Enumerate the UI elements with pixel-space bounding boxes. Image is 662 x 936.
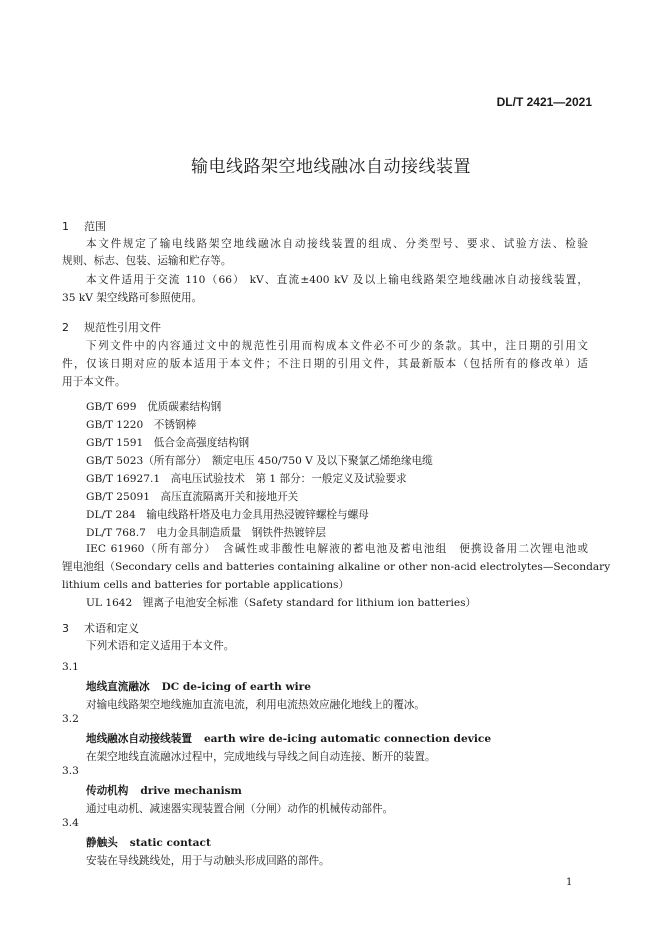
term-definition: 对输电线路架空地线施加直流电流，利用电流热效应融化地线上的覆冰。 xyxy=(86,699,425,711)
term-zh: 静触头 xyxy=(86,837,118,849)
paragraph-line: 规则、标志、包装、运输和贮存等。 xyxy=(62,255,232,267)
term-number: 3.1 xyxy=(62,661,79,673)
paragraph-line: 下列文件中的内容通过文中的规范性引用而构成本文件必不可少的条款。其中，注日期的引用文 xyxy=(86,340,588,352)
reference-item: GB/T 5023（所有部分） 额定电压 450/750 V 及以下聚氯乙烯绝缘电缆 xyxy=(86,455,433,467)
reference-item: DL/T 768.7 电力金具制造质量 钢铁件热镀锌层 xyxy=(86,527,326,539)
reference-item: GB/T 699 优质碳素结构钢 xyxy=(86,401,222,413)
term-heading xyxy=(86,679,311,694)
reference-item: GB/T 25091 高压直流隔离开关和接地开关 xyxy=(86,491,299,503)
reference-item-iec: IEC 61960（所有部分） 含碱性或非酸性电解液的蓄电池及蓄电池组 便携设备用二次锂电池或 xyxy=(86,543,588,555)
page-number: 1 xyxy=(566,877,573,888)
section-title: 范围 xyxy=(84,220,106,233)
section-3-heading xyxy=(62,620,139,636)
document-title: 输电线路架空地线融冰自动接线装置 xyxy=(191,157,471,177)
section-title: 规范性引用文件 xyxy=(84,321,161,334)
reference-item-iec: lithium cells and batteries for portable applications） xyxy=(62,579,350,591)
term-heading xyxy=(86,783,242,798)
term-definition: 通过电动机、减速器实现装置合闸（分闸）动作的机械传动部件。 xyxy=(86,803,394,815)
term-zh: 地线融冰自动接线装置 xyxy=(86,733,192,745)
term-zh: 地线直流融冰 xyxy=(86,681,150,693)
reference-item: DL/T 284 输电线路杆塔及电力金具用热浸镀锌螺栓与螺母 xyxy=(86,509,369,521)
term-number: 3.2 xyxy=(62,713,79,725)
paragraph-line: 件，仅该日期对应的版本适用于本文件；不注日期的引用文件，其最新版本（包括所有的修改单）适 xyxy=(62,358,588,370)
section-1-heading xyxy=(62,218,106,234)
term-en: static contact xyxy=(129,837,211,849)
term-heading xyxy=(86,731,491,746)
reference-item: GB/T 1220 不锈钢棒 xyxy=(86,419,197,431)
term-heading xyxy=(86,835,211,850)
reference-item: GB/T 1591 低合金高强度结构钢 xyxy=(86,437,250,449)
term-definition: 安装在导线跳线处，用于与动触头形成回路的部件。 xyxy=(86,855,330,867)
term-en: DC de-icing of earth wire xyxy=(161,681,311,693)
paragraph-line: 35 kV 架空线路可参照使用。 xyxy=(62,292,203,304)
term-en: earth wire de-icing automatic connection device xyxy=(203,733,492,745)
reference-item: GB/T 16927.1 高电压试验技术 第 1 部分：一般定义及试验要求 xyxy=(86,473,407,485)
term-zh: 传动机构 xyxy=(86,785,129,797)
section-number: 1 xyxy=(62,220,69,233)
paragraph-line: 下列术语和定义适用于本文件。 xyxy=(86,640,235,652)
section-number: 3 xyxy=(62,622,69,635)
paragraph-line: 用于本文件。 xyxy=(62,376,126,388)
term-number: 3.3 xyxy=(62,765,79,777)
term-number: 3.4 xyxy=(62,817,79,829)
reference-item-iec: 锂电池组（Secondary cells and batteries containing alkaline or other non-acid electrolytes—Secondary xyxy=(62,561,611,573)
term-en: drive mechanism xyxy=(140,785,242,797)
document-code: DL/T 2421—2021 xyxy=(496,95,592,109)
section-number: 2 xyxy=(62,321,69,334)
section-2-heading xyxy=(62,319,161,335)
reference-item: UL 1642 锂离子电池安全标准（Safety standard for lithium ion batteries） xyxy=(86,597,477,609)
paragraph-line: 本文件适用于交流 110（66） kV、直流±400 kV 及以上输电线路架空地线融冰自动接线装置， xyxy=(86,274,588,286)
paragraph-line: 本文件规定了输电线路架空地线融冰自动接线装置的组成、分类型号、要求、试验方法、检验 xyxy=(86,238,588,250)
term-definition: 在架空地线直流融冰过程中，完成地线与导线之间自动连接、断开的装置。 xyxy=(86,751,436,763)
section-title: 术语和定义 xyxy=(84,622,139,635)
